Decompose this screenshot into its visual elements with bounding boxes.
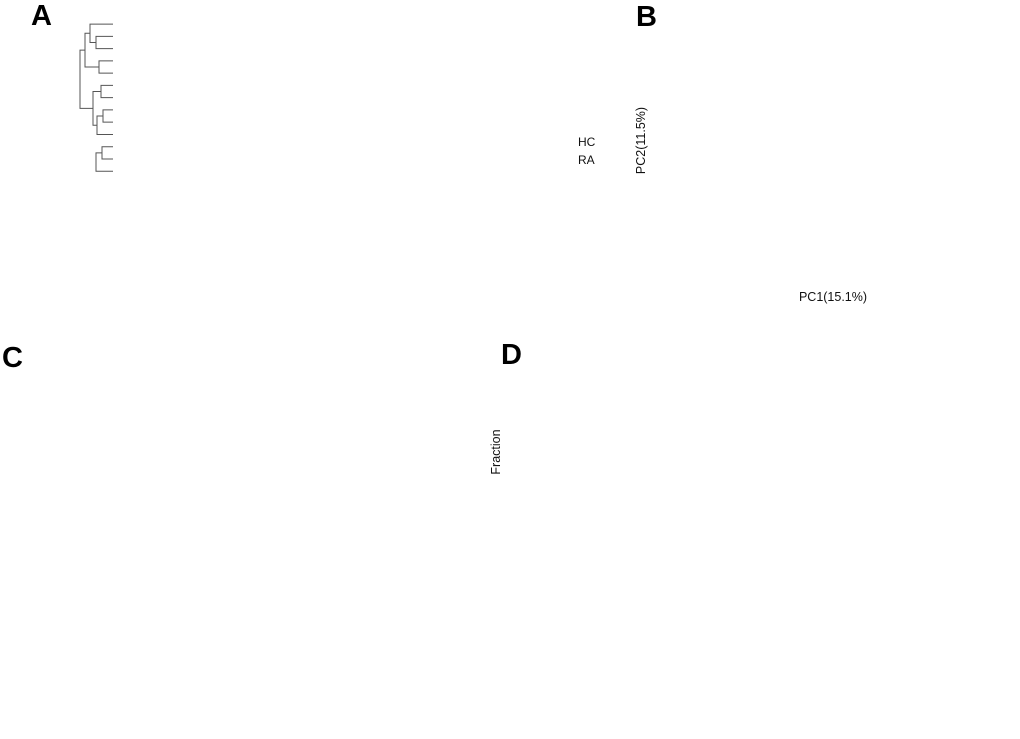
pca-y-axis-label: PC2(11.5%) [634,106,648,175]
dendrogram-branch [80,50,93,108]
hc-annotation-label: HC [578,135,596,149]
boxplot-chart [500,340,1020,610]
expression-heatmap [113,5,404,302]
dendrogram-branch [101,85,113,97]
row-dendrogram [70,14,116,306]
dendrogram-branch [85,33,99,67]
dendrogram-branch [102,147,113,159]
boxplot-x-labels [500,602,1020,739]
hc-annotation-swatch [555,133,572,151]
ra-annotation-label: RA [578,153,595,167]
panel-d-label: D [501,339,522,371]
panel-c-label: C [2,342,23,374]
ra-annotation-swatch [555,151,572,169]
corr-row-labels [6,393,150,633]
heatmap-colorbar [557,14,572,120]
dendrogram-branch [97,116,113,134]
boxplot-y-axis-label: Fraction [489,429,503,475]
pca-x-axis-label: PC1(15.1%) [798,290,868,304]
corr-colorbar-ticks [153,641,393,655]
dendrogram-branch [90,24,113,42]
heatmap-row-labels [408,18,568,302]
corr-colorbar [153,629,386,639]
dendrogram-branch [96,36,113,48]
dendrogram-branch [96,153,113,171]
pca-scatter-plot [620,0,1020,330]
dendrogram-branch [103,110,113,122]
dendrogram-branch [99,61,113,73]
heatmap-colorbar-ticks [576,14,606,124]
panel-b-label: B [636,1,657,33]
panel-a-label: A [31,0,52,32]
